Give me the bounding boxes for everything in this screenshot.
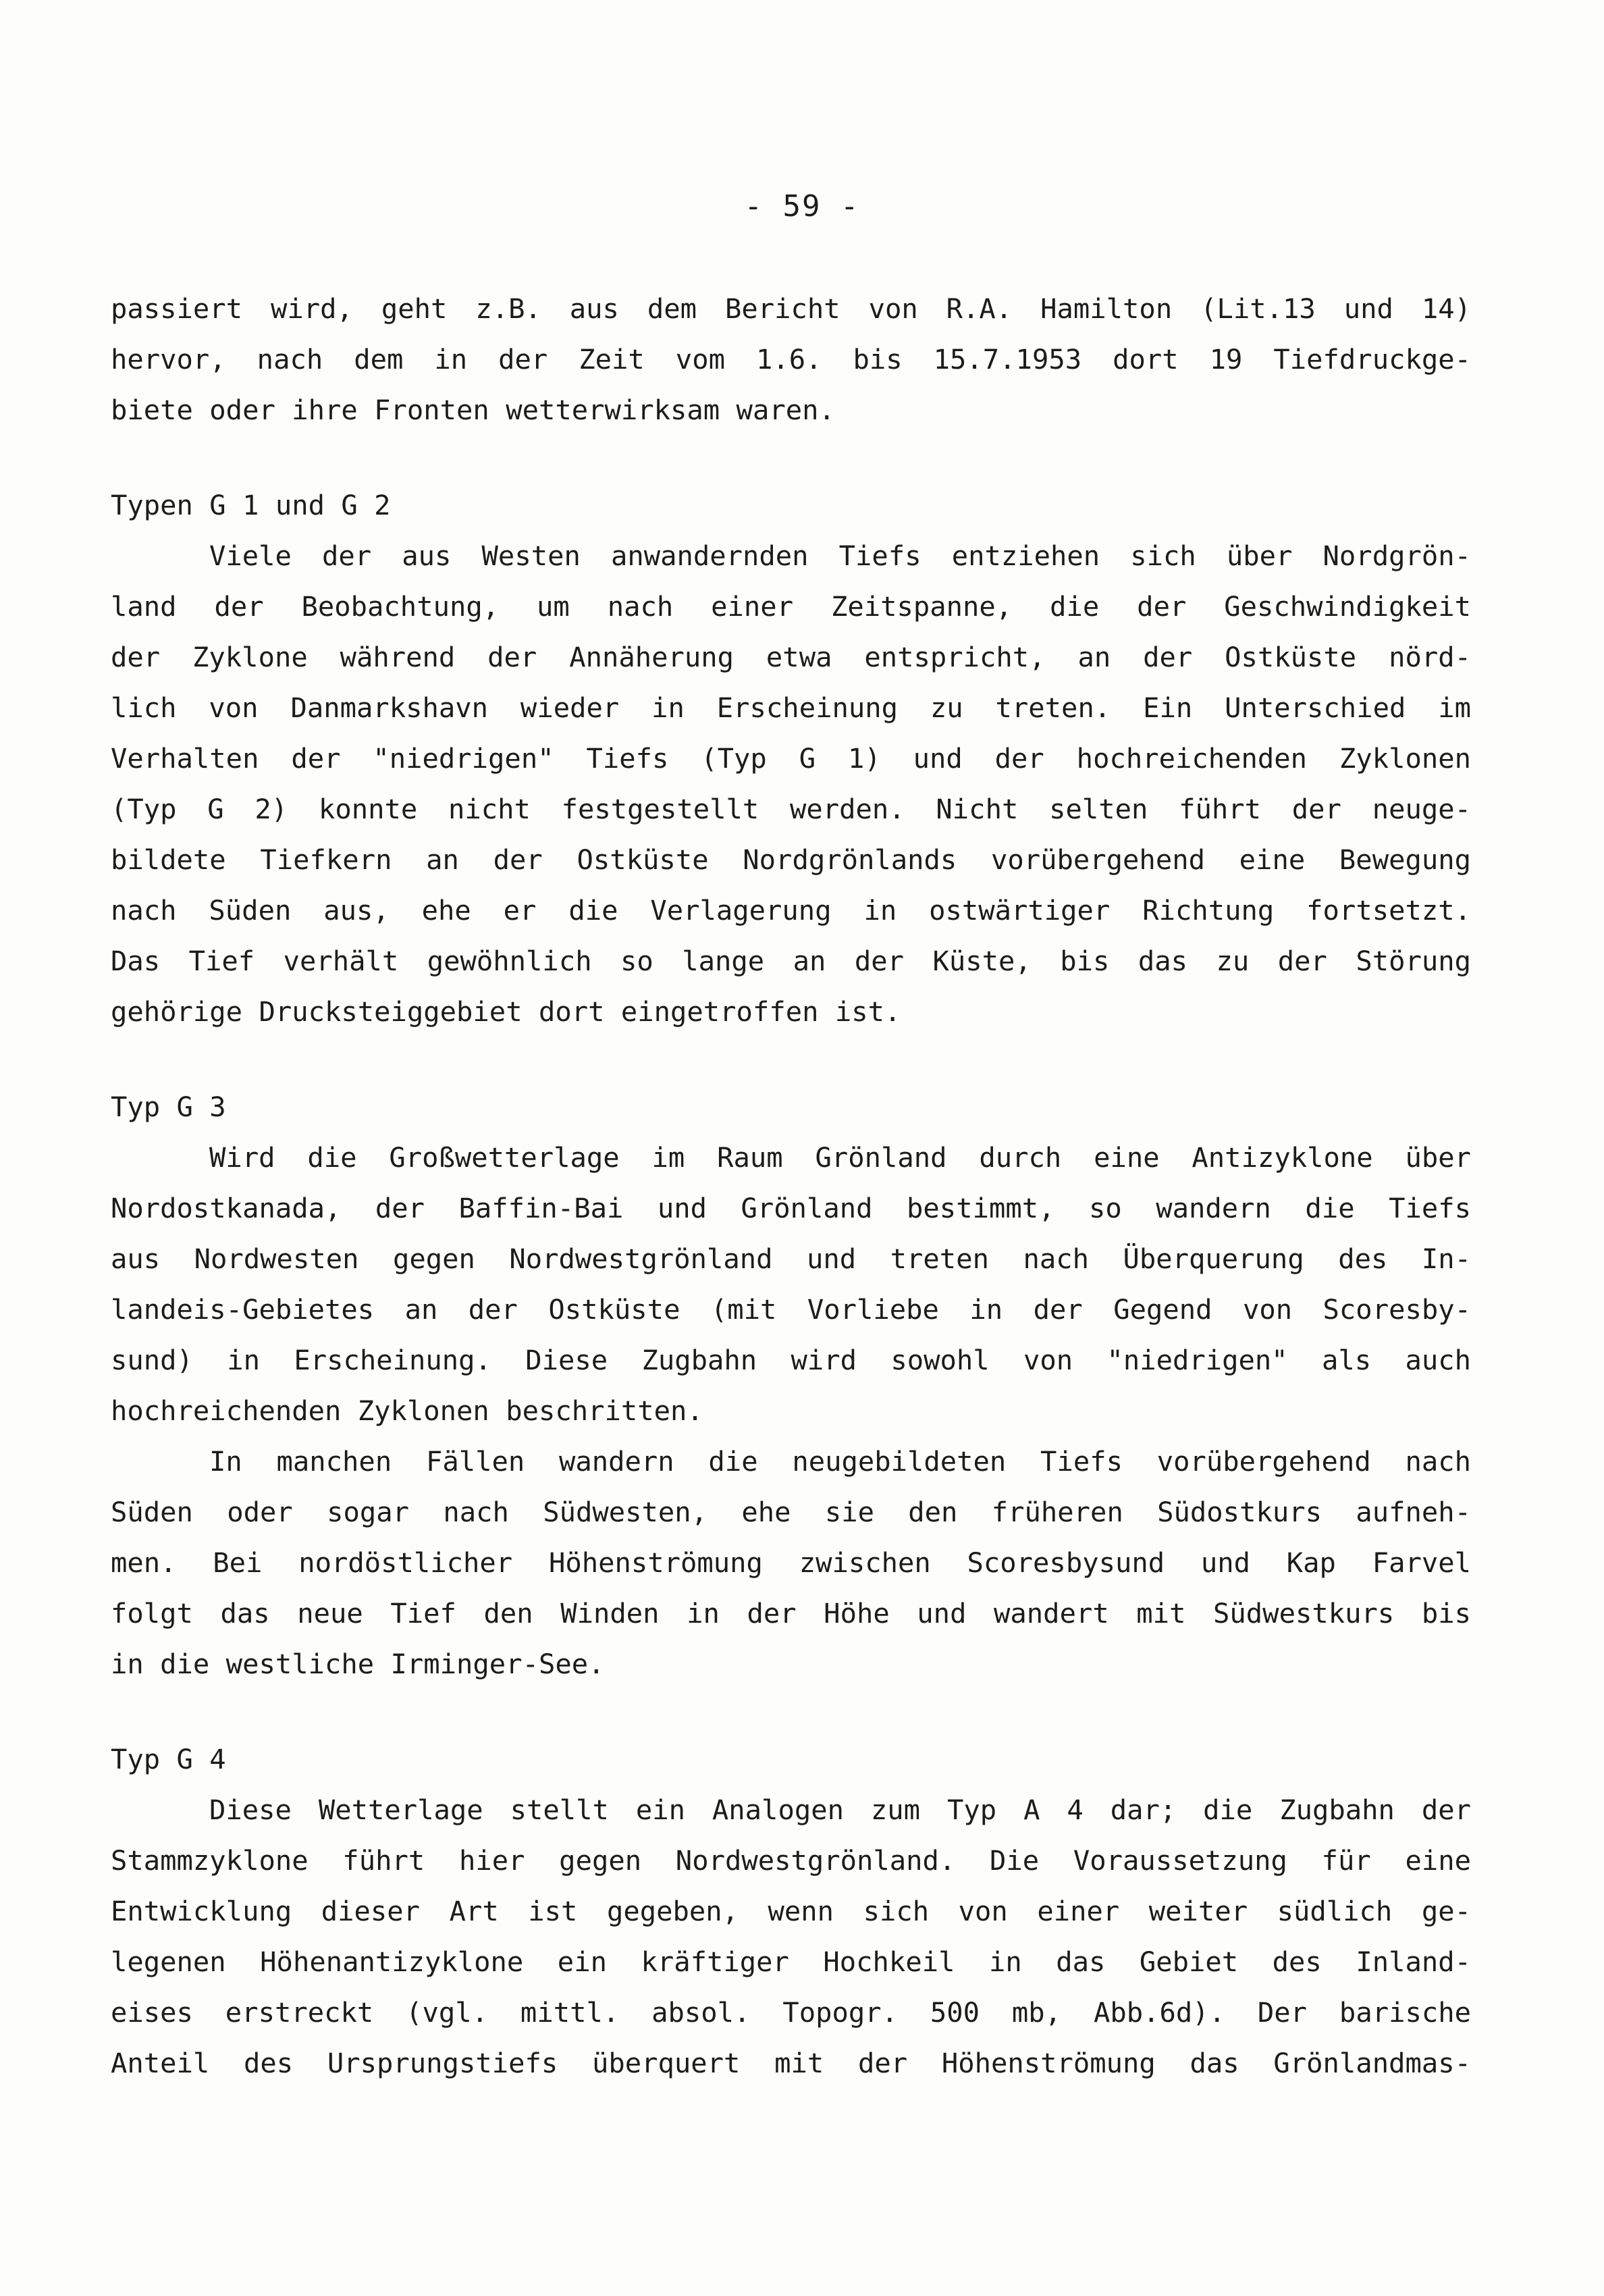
document-body bbox=[111, 284, 1471, 2089]
text-line: land der Beobachtung, um nach einer Zeitspanne, die der Geschwindigkeit bbox=[111, 590, 1471, 623]
text-line: folgt das neue Tief den Winden in der Höhe und wandert mit Südwestkurs bis bbox=[111, 1597, 1471, 1629]
text-line: in die westliche Irminger-See. bbox=[111, 1648, 605, 1680]
text-line: nach Süden aus, ehe er die Verlagerung in ostwärtiger Richtung fortsetzt. bbox=[111, 894, 1471, 927]
text-line: In manchen Fällen wandern die neugebildeten Tiefs vorübergehend nach bbox=[209, 1445, 1471, 1478]
section-gap bbox=[111, 436, 1471, 480]
text-line: landeis-Gebietes an der Ostküste (mit Vorliebe in der Gegend von Scoresby- bbox=[111, 1293, 1471, 1326]
text-line: Entwicklung dieser Art ist gegeben, wenn sich von einer weiter südlich ge- bbox=[111, 1895, 1471, 1927]
text-line: bildete Tiefkern an der Ostküste Nordgrönlands vorübergehend eine Bewegung bbox=[111, 843, 1471, 876]
text-line: Das Tief verhält gewöhnlich so lange an der Küste, bis das zu der Störung bbox=[111, 945, 1471, 977]
text-line: eises erstreckt (vgl. mittl. absol. Topogr. 500 mb, Abb.6d). Der barische bbox=[111, 1996, 1471, 2029]
section-gap bbox=[111, 1037, 1471, 1082]
section-g3 bbox=[111, 1082, 1471, 1690]
section-gap bbox=[111, 1690, 1471, 1734]
text-line: der Zyklone während der Annäherung etwa entspricht, an der Ostküste nörd- bbox=[111, 641, 1471, 673]
section-g1-g2 bbox=[111, 480, 1471, 1037]
text-line: Süden oder sogar nach Südwesten, ehe sie den früheren Südostkurs aufneh- bbox=[111, 1496, 1471, 1528]
paragraph-intro bbox=[111, 284, 1471, 436]
text-line: biete oder ihre Fronten wetterwirksam waren. bbox=[111, 394, 835, 426]
text-line: Stammzyklone führt hier gegen Nordwestgrönland. Die Voraussetzung für eine bbox=[111, 1844, 1471, 1877]
text-line: Verhalten der "niedrigen" Tiefs (Typ G 1) und der hochreichenden Zyklonen bbox=[111, 742, 1471, 775]
section-heading: Typ G 3 bbox=[111, 1091, 226, 1123]
text-line: Anteil des Ursprungstiefs überquert mit der Höhenströmung das Grönlandmas- bbox=[111, 2047, 1471, 2079]
section-heading: Typen G 1 und G 2 bbox=[111, 489, 391, 521]
text-line: aus Nordwesten gegen Nordwestgrönland und treten nach Überquerung des In- bbox=[111, 1243, 1471, 1275]
text-line: gehörige Drucksteiggebiet dort eingetroffen ist. bbox=[111, 995, 901, 1028]
text-line: sund) in Erscheinung. Diese Zugbahn wird sowohl von "niedrigen" als auch bbox=[111, 1344, 1471, 1376]
section-g4 bbox=[111, 1734, 1471, 2089]
text-line: hervor, nach dem in der Zeit vom 1.6. bis 15.7.1953 dort 19 Tiefdruckge- bbox=[111, 343, 1471, 375]
text-line: lich von Danmarkshavn wieder in Erscheinung zu treten. Ein Unterschied im bbox=[111, 692, 1471, 724]
text-line: Viele der aus Westen anwandernden Tiefs entziehen sich über Nordgrön- bbox=[209, 540, 1471, 572]
text-line: Nordostkanada, der Baffin-Bai und Grönland bestimmt, so wandern die Tiefs bbox=[111, 1192, 1471, 1224]
text-line: passiert wird, geht z.B. aus dem Bericht von R.A. Hamilton (Lit.13 und 14) bbox=[111, 292, 1471, 325]
text-line: (Typ G 2) konnte nicht festgestellt werden. Nicht selten führt der neuge- bbox=[111, 793, 1471, 825]
text-line: Wird die Großwetterlage im Raum Grönland durch eine Antizyklone über bbox=[209, 1141, 1471, 1174]
page-number: - 59 - bbox=[744, 189, 860, 224]
section-heading: Typ G 4 bbox=[111, 1743, 226, 1775]
text-line: legenen Höhenantizyklone ein kräftiger Hochkeil in das Gebiet des Inland- bbox=[111, 1946, 1471, 1978]
text-line: men. Bei nordöstlicher Höhenströmung zwischen Scoresbysund und Kap Farvel bbox=[111, 1546, 1471, 1579]
text-line: Diese Wetterlage stellt ein Analogen zum Typ A 4 dar; die Zugbahn der bbox=[209, 1794, 1471, 1826]
text-line: hochreichenden Zyklonen beschritten. bbox=[111, 1394, 703, 1427]
